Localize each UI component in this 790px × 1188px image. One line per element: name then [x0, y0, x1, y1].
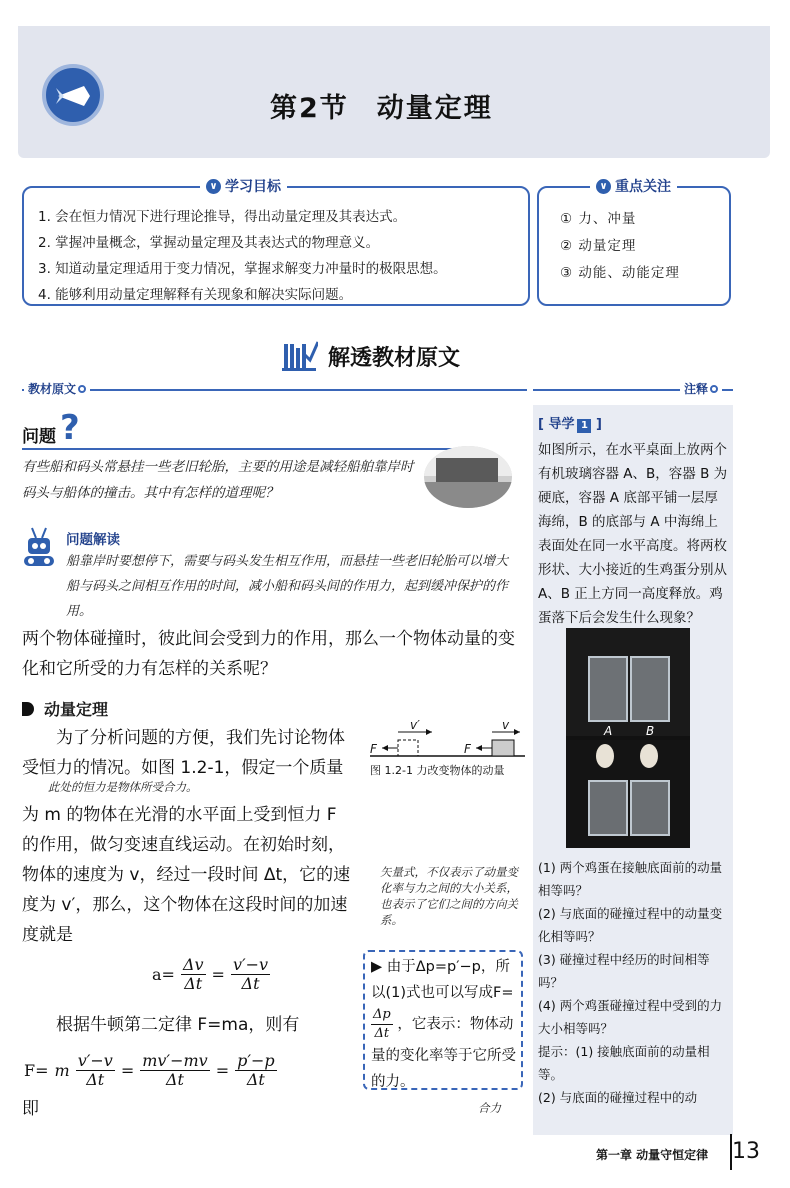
focus-label-text: 重点关注 [615, 179, 671, 195]
fraction-denominator: Δt [165, 1070, 184, 1089]
note-box-line2: ，它表示：物体动量的变化率等于它所受的力。 [371, 1016, 516, 1090]
equals-sign: = [211, 965, 225, 984]
chevron-down-icon: ∨ [206, 179, 221, 194]
fraction-denominator: Δt [246, 1070, 265, 1089]
book-icon [282, 340, 318, 372]
label-a: A [604, 724, 613, 738]
force-label-1: F [370, 742, 377, 756]
harbor-water [424, 482, 512, 508]
harbor-house [436, 458, 498, 482]
subsection-heading-text: 动量定理 [44, 700, 109, 719]
handnote-vector: 矢量式，不仅表示了动量变化率与力之间的大小关系，也表示了它们之间的方向关系。 [380, 865, 518, 927]
problem-heading [22, 426, 476, 450]
footer-chapter: 第一章 动量守恒定律 [596, 1148, 709, 1162]
fraction-numerator: mv′−mv [142, 1051, 208, 1070]
ji-text: 即 [22, 1099, 39, 1119]
list-item: ③ 动能、动能定理 [560, 265, 680, 281]
fraction [371, 1006, 393, 1043]
rocket-logo-icon [42, 64, 104, 126]
formula-acceleration [152, 956, 270, 993]
main-heading-text: 解透教材原文 [328, 345, 461, 371]
focus-list [560, 206, 680, 287]
fraction-numerator: Δv [182, 955, 204, 974]
formula-force [24, 1052, 277, 1089]
fraction-denominator: Δt [241, 974, 260, 993]
harbor-photo [424, 446, 512, 508]
list-item: (4) 两个鸡蛋碰撞过程中受到的力大小相等吗？ [538, 998, 723, 1036]
fraction [235, 1052, 277, 1089]
right-column-label [680, 380, 722, 397]
fraction-numerator: p′−p [237, 1051, 275, 1070]
fraction-denominator: Δt [184, 974, 203, 993]
problem-text: 有些船和码头常悬挂一些老旧轮胎，主要的用途是减轻船舶靠岸时码头与船体的撞击。其中有怎样的道理呢？ [22, 459, 414, 501]
equals-sign: = [215, 1061, 230, 1080]
paragraph-3: 根据牛顿第二定律 F=ma，则有 [56, 1015, 300, 1035]
robot-icon [22, 524, 56, 570]
note-box-text [371, 954, 521, 1095]
question-mark-icon: ? [60, 408, 80, 448]
list-item: (1) 两个鸡蛋在接触底面前的动量相等吗？ [538, 860, 723, 898]
fraction-numerator: v′−v [77, 1051, 113, 1070]
objectives-label [200, 176, 287, 196]
egg-b-icon [640, 744, 658, 768]
fraction [76, 1052, 115, 1089]
list-item: 1. 会在恒力情况下进行理论推导，得出动量定理及其表达式。 [38, 209, 407, 225]
list-item: (2) 与底面的碰撞过程中的动 [538, 1090, 698, 1105]
formula-f-lhs: F= [24, 1061, 49, 1080]
list-item: 2. 掌握冲量概念，掌握动量定理及其表达式的物理意义。 [38, 235, 380, 251]
container-a [588, 780, 628, 836]
guide-text: 如图所示，在水平桌面上放两个有机玻璃容器 A、B，容器 B 为硬底，容器 A 底部平铺一层厚海绵，B 的底部与 A 中海绵上表面处在同一水平高度。将两枚形状、大小接近的生鸡蛋分别从 A、B 正上方同一高度释放。鸡蛋落下后会发生什么现象？ [538, 442, 728, 626]
fraction-denominator: Δt [374, 1026, 390, 1041]
fraction-denominator: Δt [86, 1070, 105, 1089]
list-item: (3) 碰撞过程中经历的时间相等吗？ [538, 952, 710, 990]
answer-text: 船靠岸时要想停下，需要与码头发生相互作用，而悬挂一些老旧轮胎可以增大船与码头之间相互作用的时间，减小船和码头间的作用力，起到缓冲保护的作用。 [66, 554, 509, 619]
chevron-down-icon: ∨ [596, 179, 611, 194]
page-number: 13 [730, 1134, 760, 1170]
velocity-label: v [502, 718, 510, 732]
section-name: 动量定理 [376, 93, 493, 124]
formula-a-lhs: a= [152, 965, 175, 984]
guide-number: 1 [577, 419, 591, 433]
velocity-prime-label: v′ [410, 718, 420, 732]
paragraph-1: 两个物体碰撞时，彼此间会受到力的作用，那么一个物体动量的变化和它所受的力有怎样的关系呢？ [22, 629, 515, 679]
bullet-icon [22, 702, 34, 716]
dot-icon [78, 385, 86, 393]
answer-heading: 问题解读 [66, 532, 120, 548]
handnote-resultant-force: 此处的恒力是物体所受合力。 [48, 780, 198, 794]
objectives-label-text: 学习目标 [225, 179, 281, 195]
fraction [181, 956, 206, 993]
main-heading [282, 340, 460, 372]
guide-questions [538, 856, 730, 1109]
container-b [630, 780, 670, 836]
fraction-numerator: v′−v [232, 955, 269, 974]
right-column-label-text: 注释 [684, 382, 709, 396]
list-item: ② 动量定理 [560, 238, 637, 254]
container-a [588, 656, 628, 722]
fraction-numerator: Δp [371, 1006, 393, 1025]
label-b: B [646, 724, 655, 738]
photo-bottom [566, 740, 690, 848]
handnote-net-force: 合力 [478, 1101, 501, 1115]
left-column-label [24, 380, 90, 397]
dot-icon [710, 385, 718, 393]
force-label-2: F [464, 742, 471, 756]
equals-sign: = [120, 1061, 135, 1080]
list-item: 3. 知道动量定理适用于变力情况，掌握求解变力冲量时的极限思想。 [38, 261, 447, 277]
guide-tag: [ 导学 1 ] [538, 417, 602, 432]
paragraph-2b: 为 m 的物体在光滑的水平面上受到恒力 F 的作用，做匀变速直线运动。在初始时刻，物体的速度为 v，经过一段时间 Δt，它的速度为 v′，那么，这个物体在这段时间的加速度就是 [22, 805, 351, 945]
figure-caption: 图 1.2-1 力改变物体的动量 [370, 764, 505, 777]
section-title [270, 86, 493, 125]
photo-top [566, 628, 690, 736]
list-item: 提示：(1) 接触底面前的动量相等。 [538, 1044, 710, 1082]
fraction [231, 956, 270, 993]
fraction [140, 1052, 209, 1089]
focus-label [590, 176, 677, 196]
list-item: (2) 与底面的碰撞过程中的动量变化相等吗？ [538, 906, 723, 944]
section-number: 第2节 [270, 93, 349, 124]
guide-tag-text: 导学 [548, 417, 575, 432]
egg-a-icon [596, 744, 614, 768]
list-item: 4. 能够利用动量定理解释有关现象和解决实际问题。 [38, 287, 353, 303]
problem-heading-text: 问题 [22, 427, 56, 447]
subsection-heading [22, 697, 108, 720]
left-column-label-text: 教材原文 [28, 382, 77, 396]
objectives-list [38, 204, 518, 308]
note-box-line1: ▶ 由于Δp=p′−p，所以(1)式也可以写成F= [371, 959, 514, 1001]
list-item: ① 力、冲量 [560, 211, 637, 227]
mass-symbol: m [54, 1061, 70, 1080]
left-column-rule [22, 389, 527, 391]
container-b [630, 656, 670, 722]
egg-experiment-photo [566, 628, 690, 848]
paragraph-2a: 为了分析问题的方便，我们先讨论物体受恒力的情况。如图 1.2-1，假定一个质量 [22, 728, 345, 778]
